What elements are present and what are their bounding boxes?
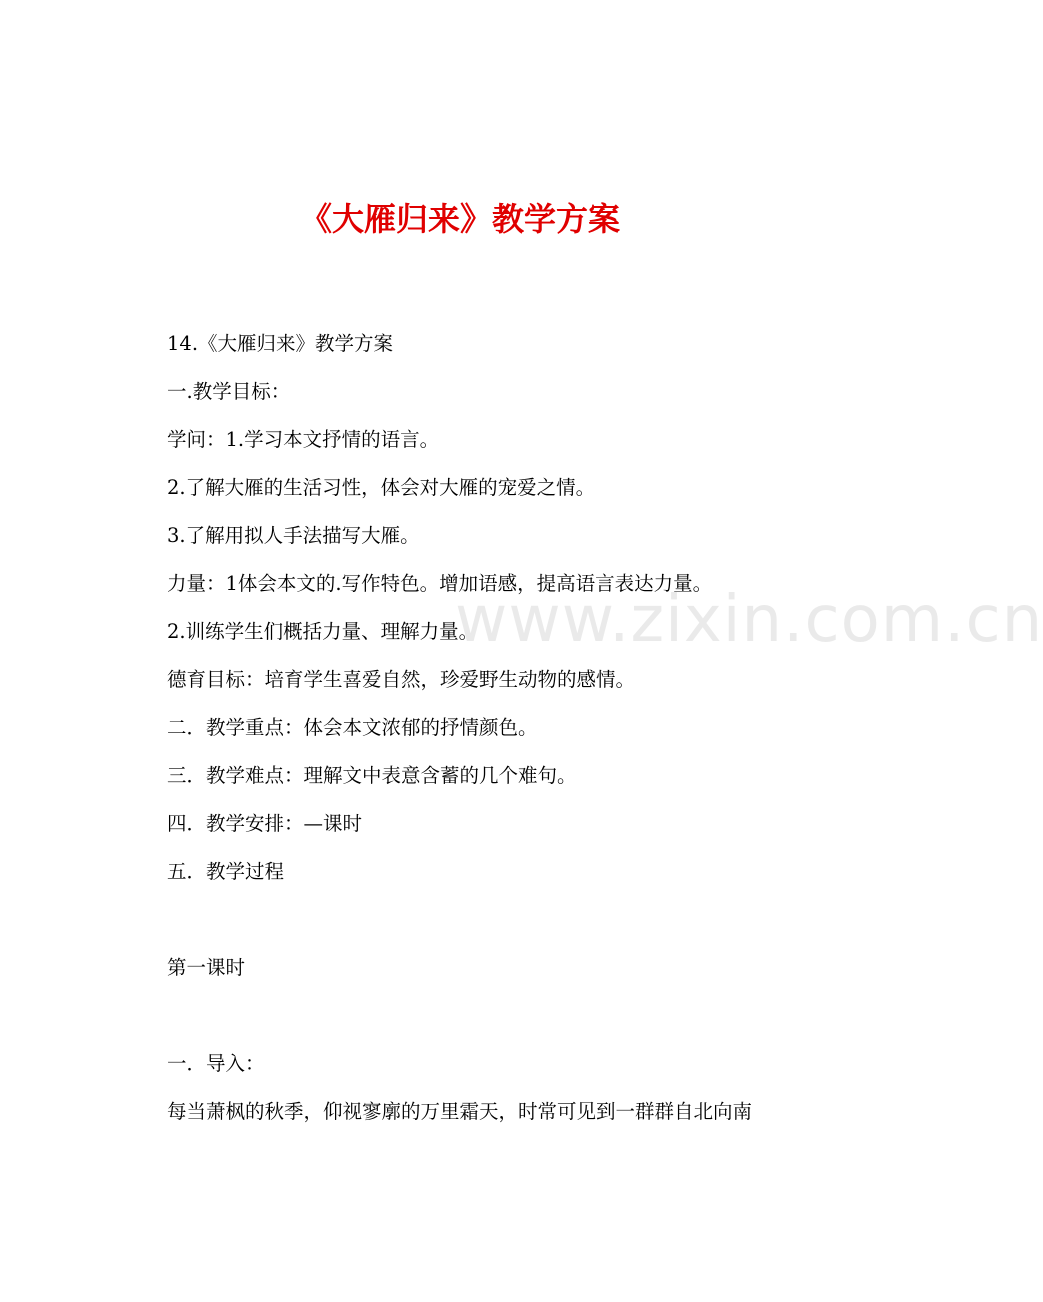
intro-paragraph: 每当萧枫的秋季，仰视寥廓的万里霜天，时常可见到一群群自北向南 [167, 1100, 753, 1123]
section-key-points: 二．教学重点：体会本文浓郁的抒情颜色。 [167, 716, 538, 739]
document-title: 《大雁归来》教学方案 [299, 200, 620, 238]
section-difficulties: 三．教学难点：理解文中表意含蓄的几个难句。 [167, 764, 577, 787]
paragraph-moral-goal: 德育目标：培育学生喜爱自然，珍爱野生动物的感情。 [167, 668, 636, 691]
section-objectives: 一.教学目标： [167, 380, 291, 403]
paragraph-knowledge-3: 3.了解用拟人手法描写大雁。 [167, 524, 420, 547]
first-lesson-heading: 第一课时 [167, 956, 246, 979]
section-schedule: 四．教学安排：—课时 [167, 812, 363, 835]
paragraph-knowledge-2: 2.了解大雁的生活习性，体会对大雁的宠爱之情。 [167, 476, 596, 499]
paragraph-ability-2: 2.训练学生们概括力量、理解力量。 [167, 620, 479, 643]
watermark: www.zixin.com.cn [455, 583, 1043, 657]
section-process: 五．教学过程 [167, 860, 285, 883]
lesson-heading: 14.《大雁归来》教学方案 [167, 332, 394, 355]
intro-heading: 一．导入： [167, 1052, 265, 1075]
paragraph-ability-1: 力量：1体会本文的.写作特色。增加语感，提高语言表达力量。 [167, 572, 713, 595]
paragraph-knowledge-1: 学问：1.学习本文抒情的语言。 [167, 428, 440, 451]
